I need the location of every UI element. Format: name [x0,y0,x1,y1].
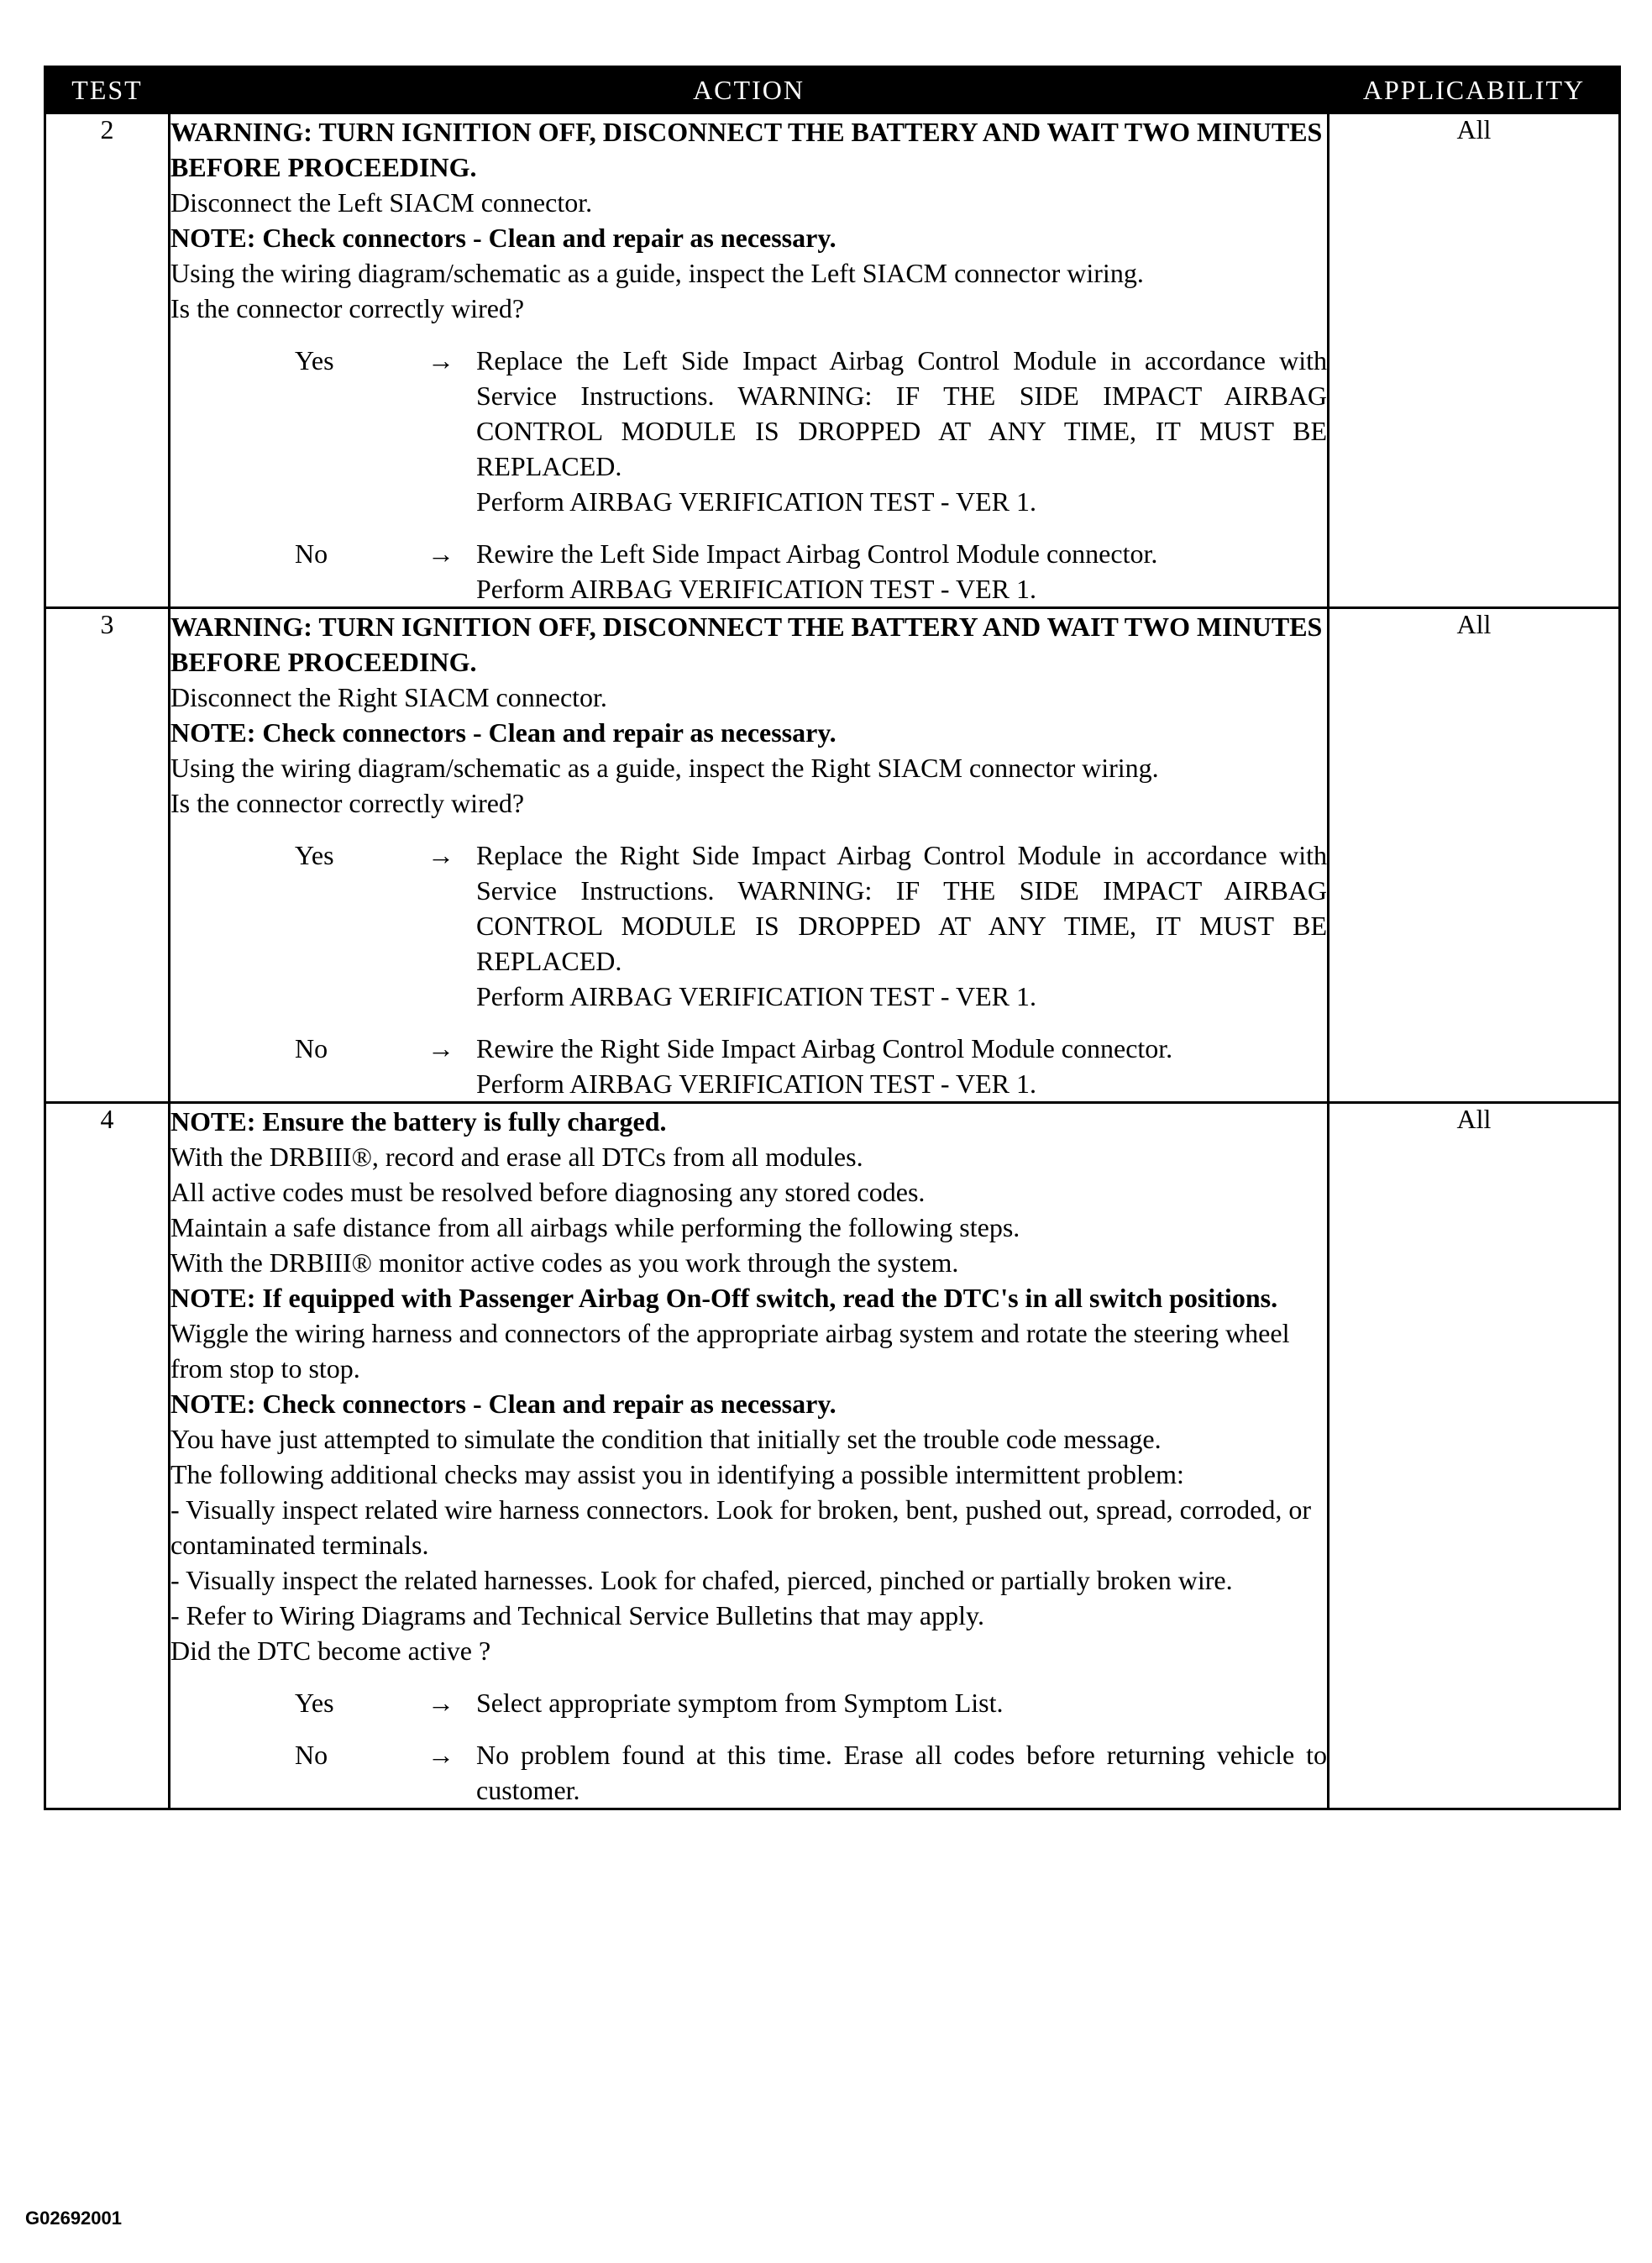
arrow-right-icon: → [427,840,454,870]
warning-note-text: WARNING: TURN IGNITION OFF, DISCONNECT THE BATTERY AND WAIT TWO MINUTES BEFORE PROCEEDING. [170,117,1323,182]
instruction-text: The following additional checks may assist you in identifying a possible intermittent problem: [170,1459,1184,1489]
arrow-right-icon: → [427,1688,454,1718]
arrow-right-icon: → [427,538,454,569]
warning-note-text: NOTE: If equipped with Passenger Airbag On-Off switch, read the DTC's in all switch positions. [170,1283,1278,1313]
outcome-followup-text: Perform AIRBAG VERIFICATION TEST - VER 1. [476,981,1036,1011]
instruction-text: - Refer to Wiring Diagrams and Technical Service Bulletins that may apply. [170,1600,984,1630]
warning-note-text: NOTE: Check connectors - Clean and repair as necessary. [170,1389,836,1419]
outcome-followup-text: Perform AIRBAG VERIFICATION TEST - VER 1. [476,486,1036,517]
outcome-text: No problem found at this time. Erase all codes before returning vehicle to customer. [476,1740,1327,1805]
outcome-label: No [295,538,328,569]
outcome-followup-text: Perform AIRBAG VERIFICATION TEST - VER 1. [476,1068,1036,1099]
figure-code: G02692001 [25,2208,122,2229]
instruction-text: You have just attempted to simulate the condition that initially set the trouble code message. [170,1424,1162,1454]
instruction-text: - Visually inspect related wire harness connectors. Look for broken, bent, pushed out, spread, corroded, or contaminated terminals. [170,1494,1311,1560]
applicability-cell: All [1329,113,1620,608]
test-number: 2 [45,113,170,608]
instruction-text: With the DRBIII® monitor active codes as you work through the system. [170,1247,959,1278]
applicability-cell: All [1329,1103,1620,1809]
table-header-row [45,67,1620,113]
procedure-table [44,66,1621,1810]
arrow-right-icon: → [427,345,454,375]
instruction-text: Using the wiring diagram/schematic as a guide, inspect the Left SIACM connector wiring. [170,258,1144,288]
header-applicability: APPLICABILITY [1329,67,1620,113]
outcome-text: Select appropriate symptom from Symptom List. [476,1688,1004,1718]
arrow-right-icon: → [427,1740,454,1770]
table-row [45,608,1620,1103]
outcome-label: No [295,1740,328,1770]
test-number: 4 [45,1103,170,1809]
applicability-cell: All [1329,608,1620,1103]
instruction-text: Did the DTC become active ? [170,1636,491,1666]
outcome-result [476,536,1327,606]
instruction-text: Disconnect the Right SIACM connector. [170,682,607,712]
action-cell [170,608,1329,1103]
outcome-followup-text: Perform AIRBAG VERIFICATION TEST - VER 1. [476,574,1036,604]
outcome-label: Yes [295,840,334,870]
outcome-text: Rewire the Right Side Impact Airbag Control Module connector. [476,1033,1173,1063]
instruction-text: With the DRBIII®, record and erase all DTCs from all modules. [170,1142,863,1172]
outcome-result [476,1737,1327,1808]
outcome-result [476,1031,1327,1101]
action-cell [170,1103,1329,1809]
outcome-text: Replace the Left Side Impact Airbag Control Module in accordance with Service Instructions. WARNING: IF THE SIDE IMPACT AIRBAG CONTROL MODULE IS DROPPED AT ANY TIME, IT MUST BE REPLACED. [476,345,1327,481]
test-number: 3 [45,608,170,1103]
table-row [45,113,1620,608]
outcome-label: Yes [295,1688,334,1718]
warning-note-text: NOTE: Ensure the battery is fully charged. [170,1106,667,1137]
warning-note-text: NOTE: Check connectors - Clean and repair as necessary. [170,717,836,748]
instruction-text: Disconnect the Left SIACM connector. [170,187,593,218]
outcome-result [476,837,1327,1014]
outcome-result [476,343,1327,519]
header-action: ACTION [170,67,1329,113]
outcome-text: Replace the Right Side Impact Airbag Control Module in accordance with Service Instructions. WARNING: IF THE SIDE IMPACT AIRBAG CONTROL MODULE IS DROPPED AT ANY TIME, IT MUST BE REPLACED. [476,840,1327,976]
warning-note-text: NOTE: Check connectors - Clean and repair as necessary. [170,223,836,253]
outcome-yes [170,1685,1327,1720]
action-cell [170,113,1329,608]
instruction-text: Is the connector correctly wired? [170,293,525,323]
outcome-label: Yes [295,345,334,375]
instruction-text: All active codes must be resolved before diagnosing any stored codes. [170,1177,926,1207]
table-row [45,1103,1620,1809]
outcome-text: Rewire the Left Side Impact Airbag Control Module connector. [476,538,1158,569]
instruction-text: Maintain a safe distance from all airbags while performing the following steps. [170,1212,1020,1242]
instruction-text: Is the connector correctly wired? [170,788,525,818]
outcome-no [170,536,1327,606]
instruction-text: - Visually inspect the related harnesses. Look for chafed, pierced, pinched or partially broken wire. [170,1565,1233,1595]
instruction-text: Wiggle the wiring harness and connectors of the appropriate airbag system and rotate the steering wheel from stop to stop. [170,1318,1290,1384]
outcome-result [476,1685,1327,1720]
warning-note-text: WARNING: TURN IGNITION OFF, DISCONNECT THE BATTERY AND WAIT TWO MINUTES BEFORE PROCEEDING. [170,612,1323,677]
instruction-text: Using the wiring diagram/schematic as a guide, inspect the Right SIACM connector wiring. [170,753,1159,783]
diagnostic-procedure-sheet [44,66,1618,1810]
outcome-no [170,1737,1327,1808]
outcome-no [170,1031,1327,1101]
outcome-yes [170,837,1327,1014]
header-test: TEST [45,67,170,113]
outcome-yes [170,343,1327,519]
outcome-label: No [295,1033,328,1063]
arrow-right-icon: → [427,1033,454,1063]
